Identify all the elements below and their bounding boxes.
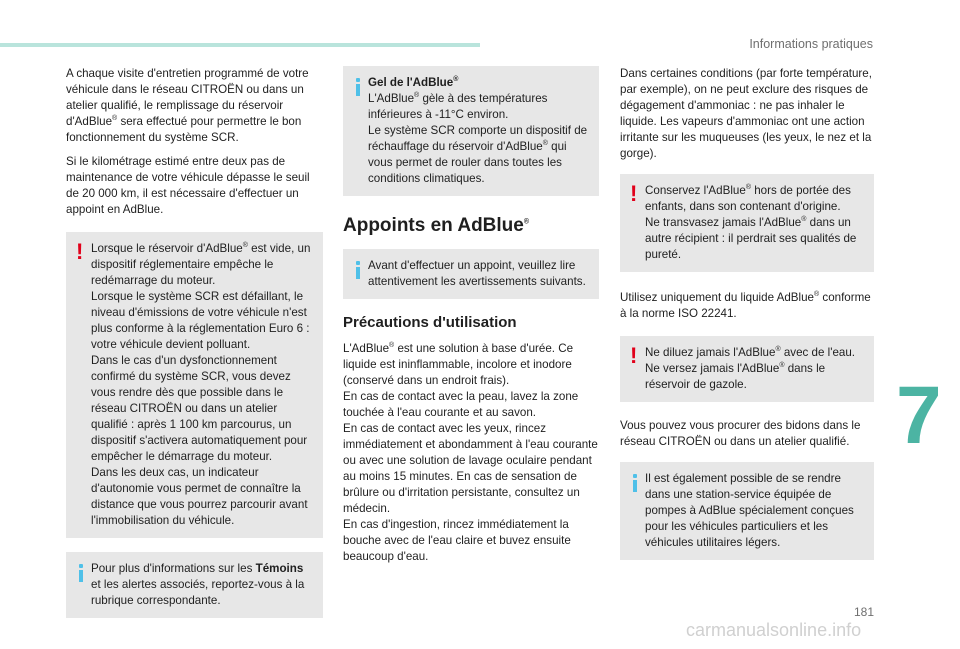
paragraph: En cas d'ingestion, rincez immédiatement la bouche avec de l'eau claire et buvez ensuite beaucoup d'eau. [343, 518, 571, 563]
paragraph: En cas de contact avec la peau, lavez la zone touchée à l'eau courante et au savon. [343, 390, 579, 419]
paragraph: Si le kilométrage estimé entre deux pas de maintenance de votre véhicule dépasse le seuil de 20 000 km, il est nécessaire d'effectuer un appoint en AdBlue. [66, 155, 310, 216]
info-icon [75, 564, 87, 582]
watermark: carmanualsonline.info [686, 620, 862, 640]
info-icon [629, 474, 641, 492]
warning-line: Lorsque le réservoir d'AdBlue® est vide, un dispositif réglementaire empêche le redémarrage du moteur. [91, 242, 311, 287]
warning-box [66, 232, 323, 538]
warning-line: Dans le cas d'un dysfonctionnement confirmé du système SCR, vous devez vous rendre dès que possible dans le réseau CITROËN ou dans un atelier qualifié : après 1 100 km parcourus, un dispositif s'activera automatiquement pour empêcher le démarrage du moteur. [91, 354, 308, 463]
exclamation-icon: ! [630, 343, 638, 368]
info-box: Avant d'effectuer un appoint, veuillez lire attentivement les avertissements suivants. [343, 249, 599, 299]
column-3 [620, 66, 874, 570]
info-line: Le système SCR comporte un dispositif de réchauffage du réservoir d'AdBlue® qui vous permet de rouler dans toutes les conditions climatiques. [368, 124, 588, 185]
warning-box: ! Ne diluez jamais l'AdBlue® avec de l'eau. Ne versez jamais l'AdBlue® dans le réservoir de gazole. [620, 336, 874, 402]
section-title: Informations pratiques [749, 37, 873, 51]
column-1 [66, 66, 323, 628]
info-line: L'AdBlue® gèle à des températures inférieures à -11°C environ. [368, 92, 548, 121]
info-box: Pour plus d'informations sur les Témoins et les alertes associés, reportez-vous à la rubrique correspondante. [66, 552, 323, 618]
info-icon [352, 261, 364, 279]
warning-line: Lorsque le système SCR est défaillant, le niveau d'émissions de votre véhicule n'est plus conforme à la réglementation Euro 6 : votre véhicule devient polluant. [91, 290, 310, 351]
link-temoins[interactable]: Témoins [255, 562, 304, 575]
column-2 [343, 66, 599, 565]
info-box-gel [343, 66, 599, 196]
page-number: 181 [854, 605, 875, 619]
section-heading: Appoints en AdBlue® [343, 215, 530, 236]
info-icon [352, 78, 364, 96]
warning-box: ! Conservez l'AdBlue® hors de portée des enfants, dans son contenant d'origine. Ne transvasez jamais l'AdBlue® dans un autre récipient : il perdrait ses qualités de pureté. [620, 174, 874, 272]
exclamation-icon: ! [630, 181, 638, 206]
header-accent-bar [0, 43, 480, 47]
subheading: Précautions d'utilisation [343, 314, 517, 331]
box-title: Gel de l'AdBlue® [368, 76, 459, 89]
info-box: Il est également possible de se rendre dans une station-service équipée de pompes à AdBlue spécialement conçues pour les véhicules particuliers et les véhicules utilitaires légers. [620, 462, 874, 560]
paragraph: Vous pouvez vous procurer des bidons dans le réseau CITROËN ou dans un atelier qualifié. [620, 419, 861, 448]
chapter-number: 7 [896, 370, 942, 461]
exclamation-icon: ! [76, 239, 84, 264]
warning-line: Dans les deux cas, un indicateur d'autonomie vous permet de connaître la distance que vous pourrez parcourir avant l'immobilisation du véhicule. [91, 466, 308, 527]
paragraph: Utilisez uniquement du liquide AdBlue® conforme à la norme ISO 22241. [620, 291, 871, 320]
paragraph: L'AdBlue® est une solution à base d'urée. Ce liquide est ininflammable, incolore et inodore (conservé dans un endroit frais). [343, 342, 574, 387]
paragraph: A chaque visite d'entretien programmé de votre véhicule dans le réseau CITROËN ou dans un atelier qualifié, le remplissage du réservoir d'AdBlue® sera effectué pour permettre le bon fonctionnement du système SCR. [66, 67, 309, 144]
paragraph: En cas de contact avec les yeux, rincez immédiatement et abondamment à l'eau courante ou avec une solution de lavage oculaire pendant au moins 15 minutes. En cas de sensation de brûlure ou d'irritation persistante, consultez un médecin. [343, 422, 598, 515]
paragraph: Dans certaines conditions (par forte température, par exemple), on ne peut exclure des risques de dégagement d'ammoniac : ne pas inhaler le liquide. Les vapeurs d'ammoniac ont une action irritante sur les muqueuses (les yeux, le nez et la gorge). [620, 67, 872, 160]
